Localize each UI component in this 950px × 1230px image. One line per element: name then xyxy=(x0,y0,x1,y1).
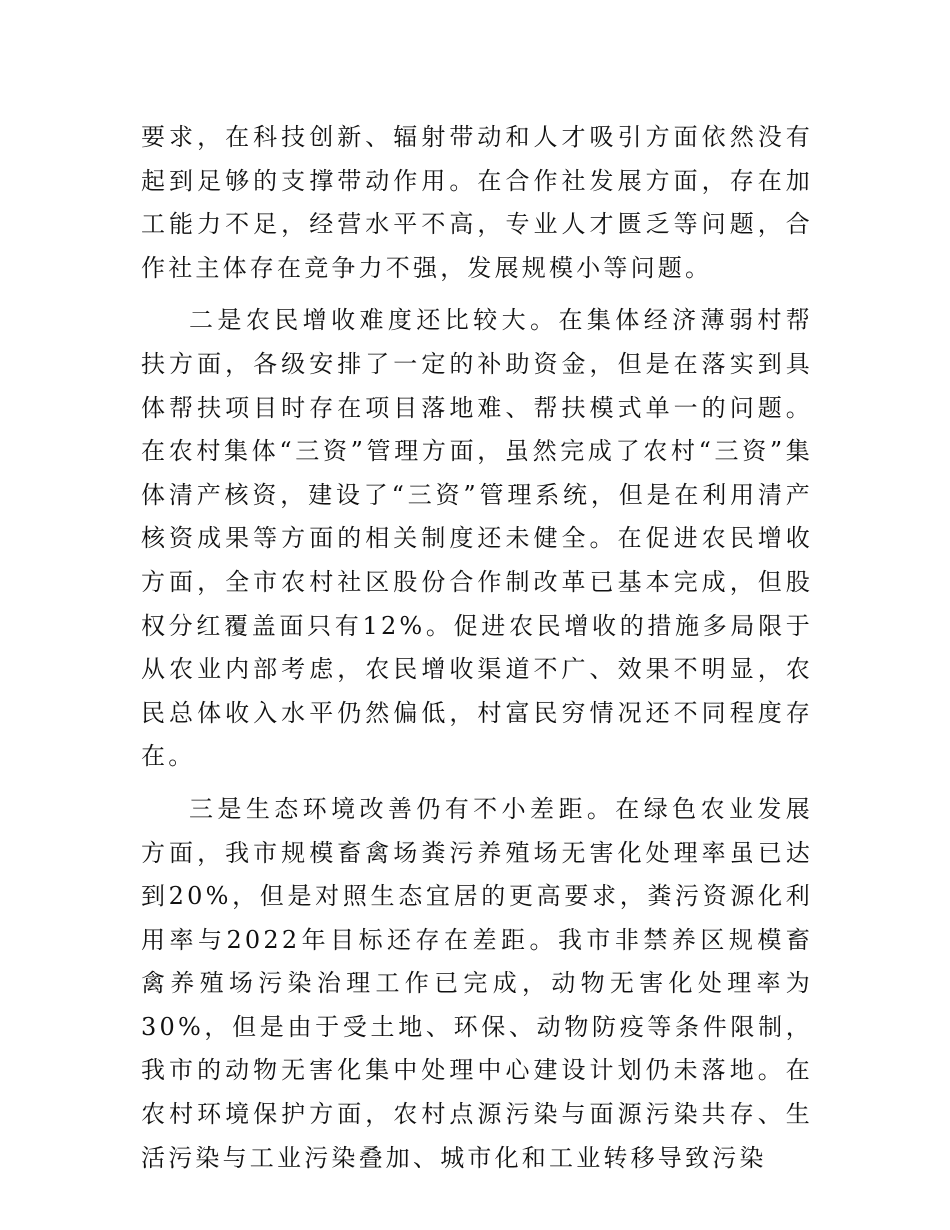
paragraph-continuation: 要求，在科技创新、辐射带动和人才吸引方面依然没有起到足够的支撑带动作用。在合作社发展方面，存在加工能力不足，经营水平不高，专业人才匮乏等问题，合作社主体存在竞争力不强，发展规模小等问题。 xyxy=(141,123,813,282)
paragraph-farmer-income: 二是农民增收难度还比较大。在集体经济薄弱村帮扶方面，各级安排了一定的补助资金，但是在落实到具体帮扶项目时存在项目落地难、帮扶模式单一的问题。在农村集体“三资”管理方面，虽然完成了农村“三资”集体清产核资，建设了“三资”管理系统，但是在利用清产核资成果等方面的相关制度还未健全。在促进农民增收方面，全市农村社区股份合作制改革已基本完成，但股权分红覆盖面只有12%。促进农民增收的措施多局限于从农业内部考虑，农民增收渠道不广、效果不明显，农民总体收入水平仍然偏低，村富民穷情况还不同程度存在。 xyxy=(141,306,813,771)
document-body xyxy=(141,116,813,1189)
paragraph-ecology: 三是生态环境改善仍有不小差距。在绿色农业发展方面，我市规模畜禽场粪污养殖场无害化处理率虽已达到20%，但是对照生态宜居的更高要求，粪污资源化利用率与2022年目标还存在差距。我市非禁养区规模畜禽养殖场污染治理工作已完成，动物无害化处理率为30%，但是由于受土地、环保、动物防疫等条件限制，我市的动物无害化集中处理中心建设计划仍未落地。在农村环境保护方面，农村点源污染与面源污染共存、生活污染与工业污染叠加、城市化和工业转移导致污染 xyxy=(141,794,813,1172)
